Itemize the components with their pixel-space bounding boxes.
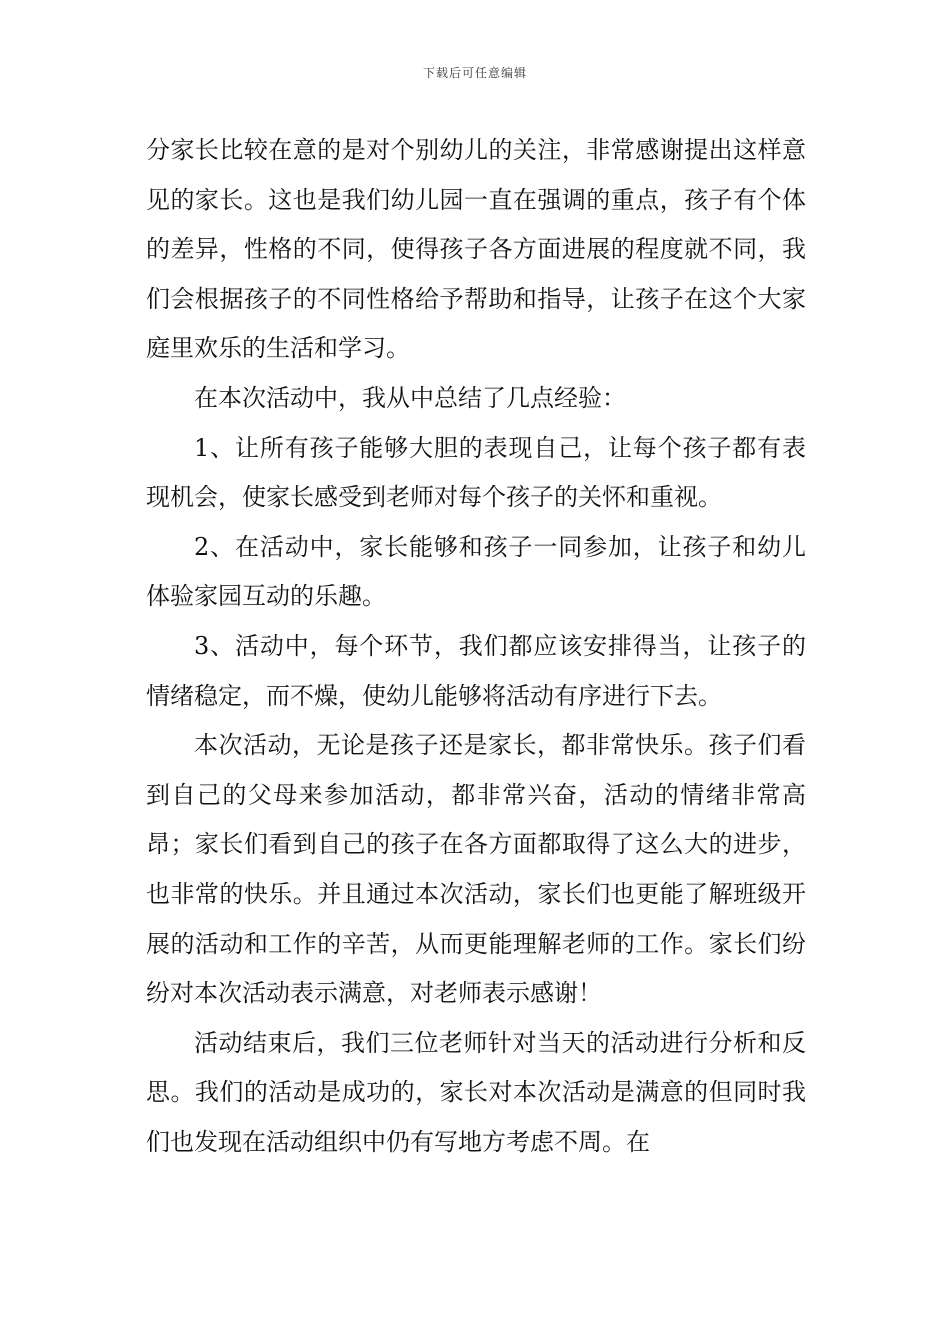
paragraph: 在本次活动中，我从中总结了几点经验： [194, 383, 626, 412]
paragraph: 活动结束后，我们三位老师针对当天的活动进行分析和反思。我们的活动是成功的，家长对本次活动是满意的但同时我们也发现在活动组织中仍有写地方考虑不周。在 [146, 1028, 806, 1156]
paragraph: 3、活动中，每个环节，我们都应该安排得当，让孩子的情绪稳定，而不燥，使幼儿能够将活动有序进行下去。 [146, 631, 806, 710]
paragraph: 2、在活动中，家长能够和孩子一同参加，让孩子和幼儿体验家园互动的乐趣。 [146, 532, 806, 611]
paragraph: 1、让所有孩子能够大胆的表现自己，让每个孩子都有表现机会，使家长感受到老师对每个孩子的关怀和重视。 [146, 433, 806, 512]
paragraph: 分家长比较在意的是对个别幼儿的关注，非常感谢提出这样意见的家长。这也是我们幼儿园一直在强调的重点，孩子有个体的差异，性格的不同，使得孩子各方面进展的程度就不同，我们会根据孩子的不同性格给予帮助和指导，让孩子在这个大家庭里欢乐的生活和学习。 [146, 136, 806, 363]
paragraph: 本次活动，无论是孩子还是家长，都非常快乐。孩子们看到自己的父母来参加活动，都非常兴奋，活动的情绪非常高昂；家长们看到自己的孩子在各方面都取得了这么大的进步，也非常的快乐。并且通过本次活动，家长们也更能了解班级开展的活动和工作的辛苦，从而更能理解老师的工作。家长们纷纷对本次活动表示满意，对老师表示感谢！ [146, 731, 806, 1008]
page-header: 下载后可任意编辑 [422, 66, 527, 80]
document-body [146, 126, 806, 1167]
